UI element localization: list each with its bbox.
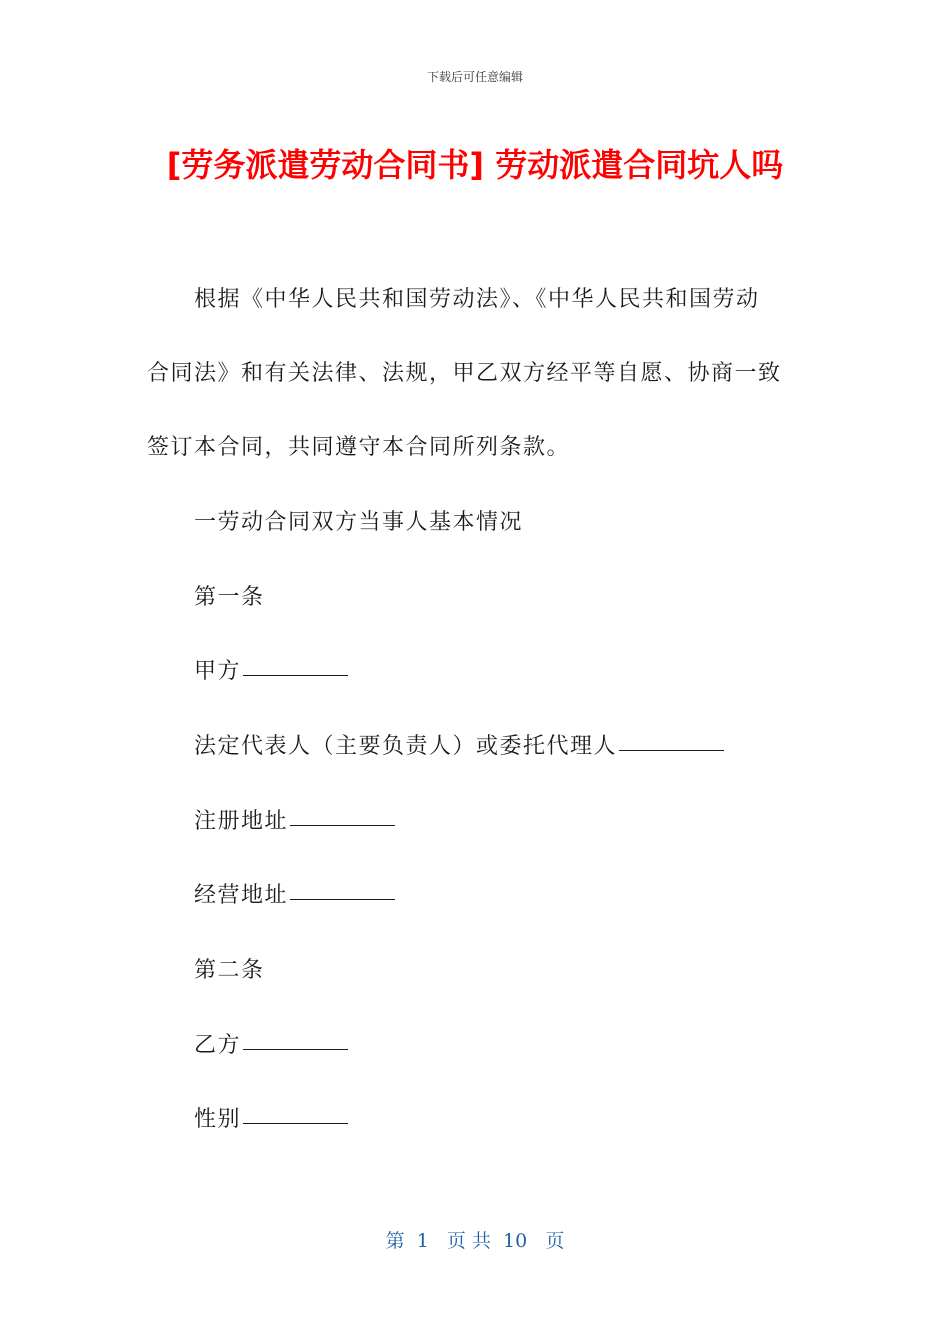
gender-blank [243, 1122, 348, 1124]
registered-address-label: 注册地址 [194, 809, 289, 834]
party-b-label: 乙方 [194, 1033, 242, 1058]
document-title: [劳务派遣劳动合同书] 劳动派遣合同坑人吗 [166, 146, 784, 184]
registered-address-field [194, 804, 395, 835]
legal-rep-blank [619, 749, 724, 751]
intro-line-2: 合同法》和有关法律、法规，甲乙双方经平等自愿、协商一致 [147, 361, 782, 386]
party-b-field [194, 1028, 348, 1059]
intro-line-1: 根据《中华人民共和国劳动法》、《中华人民共和国劳动 [194, 287, 760, 312]
party-b-blank [243, 1048, 348, 1050]
business-address-label: 经营地址 [194, 883, 289, 908]
page-header-note: 下载后可任意编辑 [426, 70, 523, 84]
legal-rep-label: 法定代表人（主要负责人）或委托代理人 [194, 734, 618, 759]
article-2-heading: 第二条 [194, 958, 265, 983]
business-address-field [194, 878, 395, 909]
section-heading-1: 一劳动合同双方当事人基本情况 [194, 510, 524, 535]
article-1-heading: 第一条 [194, 585, 265, 610]
intro-line-3: 签订本合同，共同遵守本合同所列条款。 [147, 435, 571, 460]
gender-label: 性别 [194, 1107, 242, 1132]
business-address-blank [290, 898, 395, 900]
party-a-field [194, 654, 348, 685]
legal-rep-field [194, 729, 724, 760]
registered-address-blank [290, 824, 395, 826]
party-a-label: 甲方 [194, 659, 242, 684]
gender-field [194, 1102, 348, 1133]
party-a-blank [243, 674, 348, 676]
page-number-footer: 第 1 页 共 10 页 [385, 1230, 565, 1252]
